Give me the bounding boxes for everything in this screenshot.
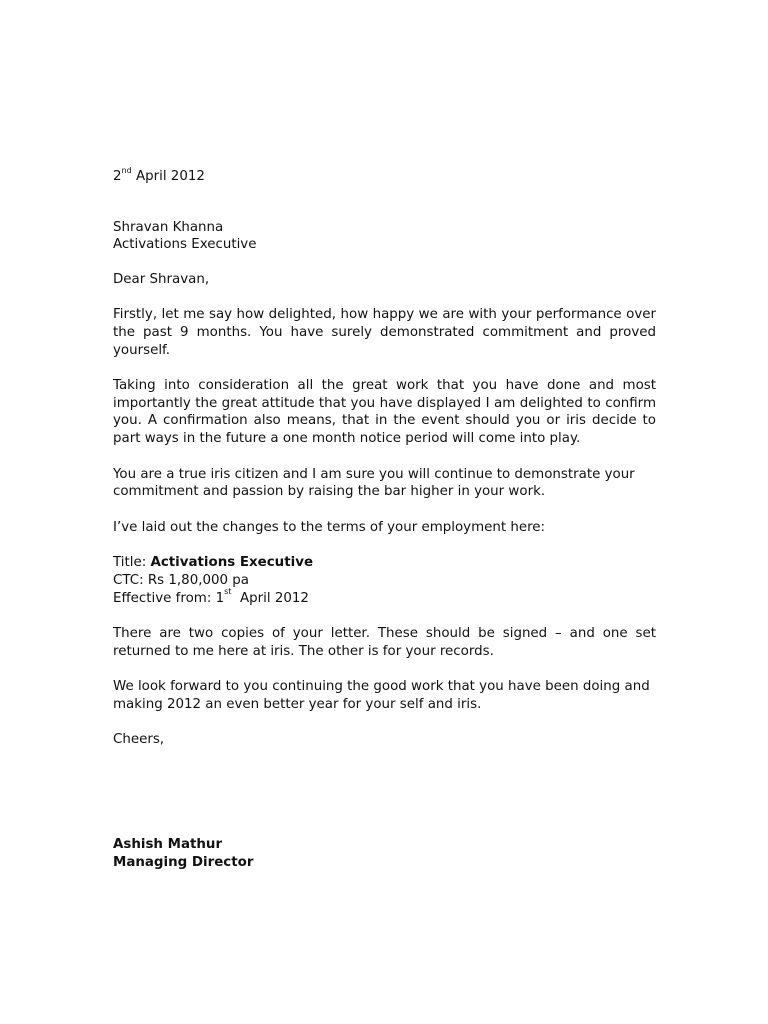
terms-block: [113, 554, 656, 607]
date-suffix: nd: [121, 165, 132, 175]
recipient-block: [113, 219, 656, 254]
term-title: [113, 554, 656, 572]
signoff: Cheers,: [113, 732, 165, 748]
term-title-value: Activations Executive: [150, 555, 314, 571]
letter-date: [113, 165, 656, 186]
term-title-label: Title:: [113, 555, 151, 571]
paragraph-citizen: You are a true iris citizen and I am sure you will continue to demonstrate your commitment and passion by raising the bar higher in your work.: [113, 466, 635, 500]
term-effective-rest: April 2012: [231, 590, 309, 606]
signature-block: [113, 836, 656, 871]
letter-body: [113, 165, 656, 871]
term-effective-suffix: st: [224, 587, 232, 597]
date-rest: April 2012: [131, 169, 205, 184]
paragraph-look-forward: We look forward to you continuing the good work that you have been doing and making 2012 an even better year for your self and iris.: [113, 679, 650, 712]
paragraph-copies: There are two copies of your letter. These should be signed – and one set returned to me here at iris. The other is for your records.: [113, 626, 656, 659]
recipient-position: Activations Executive: [113, 237, 257, 253]
term-effective-label: Effective from: 1: [113, 590, 225, 606]
paragraph-performance: Firstly, let me say how delighted, how happy we are with your performance over the past 9 months. You have surely demonstrated commitment and proved yourself.: [113, 307, 656, 358]
recipient-name: Shravan Khanna: [113, 219, 224, 235]
paragraph-terms-intro: I’ve laid out the changes to the terms of your employment here:: [113, 519, 546, 535]
term-ctc: CTC: Rs 1,80,000 pa: [113, 572, 249, 588]
date-day: 2: [113, 169, 122, 184]
salutation: Dear Shravan,: [113, 271, 210, 287]
signatory-title: Managing Director: [113, 854, 254, 870]
paragraph-confirmation: Taking into consideration all the great work that you have done and most importantly the great attitude that you have displayed I am delighted to confirm you. A confirmation also means, that in the event should you or iris decide to part ways in the future a one month notice period will come into play.: [113, 378, 656, 446]
signatory-name: Ashish Mathur: [113, 837, 223, 853]
term-effective: [113, 587, 656, 608]
